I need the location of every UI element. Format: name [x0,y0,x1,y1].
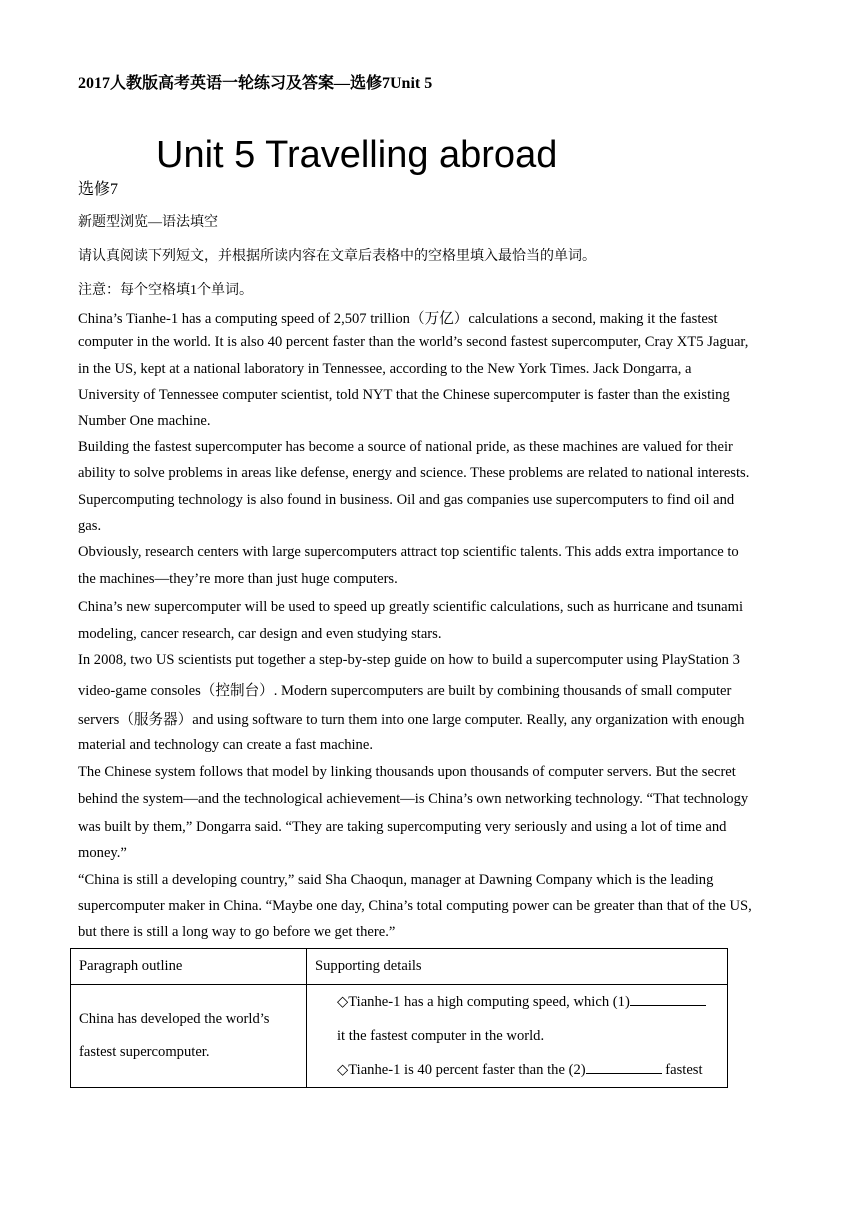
detail-line: ◇Tianhe-1 is 40 percent faster than the (2) fastest [337,1062,703,1078]
column-header-outline: Paragraph outline [71,949,307,985]
table-header-row [71,949,728,985]
passage-line: “China is still a developing country,” said Sha Chaoqun, manager at Dawning Company which is the leading [78,872,714,888]
section-heading: 新题型浏览—语法填空 [78,215,218,230]
passage-line: modeling, cancer research, car design and even studying stars. [78,626,442,642]
passage-line: but there is still a long way to go before we get there.” [78,924,396,940]
column-header-details: Supporting details [307,949,728,985]
diamond-bullet-icon: ◇ [337,1062,349,1078]
passage-line: was built by them,” Dongarra said. “They are taking supercomputing very seriously and using a lot of time and [78,819,727,835]
document-title: 2017人教版高考英语一轮练习及答案—选修7Unit 5 [78,75,433,92]
answer-blank-1[interactable] [630,992,706,1006]
answer-blank-2[interactable] [586,1060,662,1074]
outline-text-line: fastest supercomputer. [79,1044,210,1060]
passage-line: computer in the world. It is also 40 percent faster than the world’s second fastest supercomputer, Cray XT5 Jaguar, [78,334,749,350]
passage-line: servers（服务器）and using software to turn them into one large computer. Really, any organization with enough [78,712,745,728]
passage-line: money.” [78,845,127,861]
passage-line: supercomputer maker in China. “Maybe one day, China’s total computing power can be greater than that of the US, [78,898,752,914]
outline-table [70,948,728,1088]
passage-line: In 2008, two US scientists put together a step-by-step guide on how to build a supercomputer using PlayStation 3 [78,652,740,668]
passage-line: material and technology can create a fast machine. [78,737,373,753]
passage-line: Supercomputing technology is also found in business. Oil and gas companies use supercomputers to find oil and [78,492,735,508]
instruction-line: 请认真阅读下列短文，并根据所读内容在文章后表格中的空格里填入最恰当的单词。 [78,249,596,264]
passage-line: The Chinese system follows that model by linking thousands upon thousands of computer servers. But the secret [78,764,736,780]
passage-line: the machines—they’re more than just huge computers. [78,571,398,587]
outline-text-line: China has developed the world’s [79,1011,270,1027]
passage-line: ability to solve problems in areas like defense, energy and science. These problems are related to national interests. [78,465,750,481]
passage-line: China’s new supercomputer will be used to speed up greatly scientific calculations, such as hurricane and tsunami [78,599,744,615]
passage-line: video-game consoles（控制台）. Modern supercomputers are built by combining thousands of small computer [78,683,732,699]
passage-line: gas. [78,518,102,534]
diamond-bullet-icon: ◇ [337,994,349,1010]
table-row [71,985,728,1088]
outline-cell [71,985,307,1088]
detail-line: ◇Tianhe-1 has a high computing speed, which (1) [337,985,727,1019]
passage-line: China’s Tianhe-1 has a computing speed of 2,507 trillion（万亿）calculations a second, making it the fastest [78,311,718,327]
detail-line: it the fastest computer in the world. [337,1028,545,1044]
passage-line: in the US, kept at a national laboratory in Tennessee, according to the New York Times. Jack Dongarra, a [78,361,692,377]
passage-line: Number One machine. [78,413,211,429]
passage-line: University of Tennessee computer scientist, told NYT that the Chinese supercomputer is faster than the existing [78,387,730,403]
note-line: 注意：每个空格填1个单词。 [78,283,253,298]
unit-banner: Unit 5 Travelling abroad [156,134,558,176]
module-label: 选修7 [78,181,119,198]
passage-line: Building the fastest supercomputer has become a source of national pride, as these machines are valued for their [78,439,733,455]
passage-line: Obviously, research centers with large supercomputers attract top scientific talents. This adds extra importance to [78,544,739,560]
details-cell [307,985,728,1088]
passage-line: behind the system—and the technological achievement—is China’s own networking technology. “That technology [78,791,749,807]
